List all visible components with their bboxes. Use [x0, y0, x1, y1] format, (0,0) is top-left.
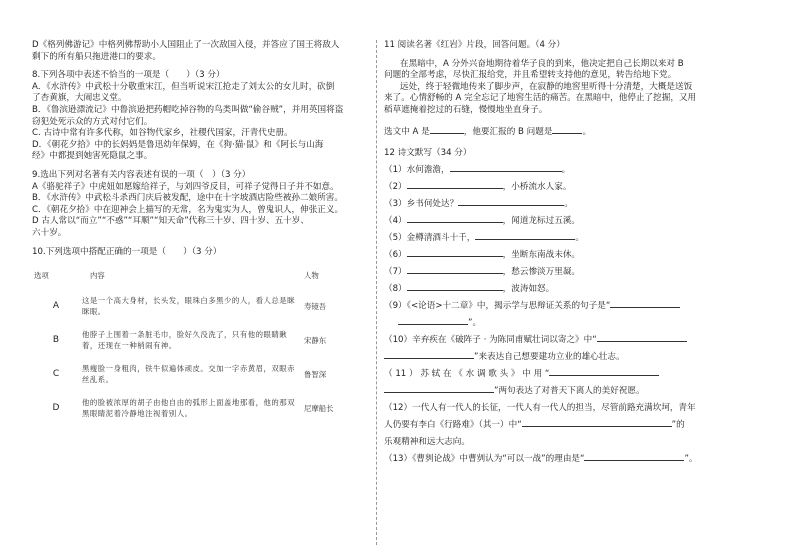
- q7-option-d-line2: 剩下的所有船只拖进港口的要求。: [32, 51, 161, 62]
- q12-line-2: [384, 179, 724, 196]
- q12-line-13-suffix: ”。: [684, 454, 698, 465]
- q10-header-content: 内容: [90, 271, 105, 281]
- q8-option-b-line1: B．《鲁滨逊漂流记》中鲁滨逊把药帽吃掉谷物的鸟类叫做“偷谷贼”，并用英国将盗: [32, 104, 344, 115]
- q12-line-13: [384, 451, 724, 468]
- q8-option-c: C. 古诗中常有许多代称，如谷物代家乡，社稷代国家，汗青代史册。: [32, 128, 293, 139]
- q12-line-7: [384, 264, 724, 281]
- q11-passage-line5: 稻草遮掩着挖过的石缝，慢慢地坐直身子。: [384, 104, 548, 115]
- q12-line-13-prefix: （13）《曹刿论战》中曹刿认为“可以一战”的理由是“: [384, 454, 585, 465]
- q12-line-4-suffix: ，闻道龙标过五溪。: [502, 216, 581, 227]
- q12-line-11b: [384, 383, 724, 400]
- q11-passage-line4: 来了。心情舒畅的 A 完全忘记了地窖生活的痛苦。在黑暗中，他停止了挖掘，又用: [384, 93, 697, 104]
- table-row: [32, 357, 370, 391]
- q12-line-3-suffix: 。: [564, 199, 573, 210]
- table-row: [32, 323, 370, 357]
- q12-line-12d: 乐观精神和远大志向。: [384, 437, 470, 448]
- q11-answer-suffix: 。: [582, 126, 592, 137]
- q12-blank-2[interactable]: [407, 179, 503, 189]
- q12-line-12b: [384, 417, 724, 434]
- q9-option-d-line2: 六十岁。: [32, 227, 67, 238]
- q12-line-9-prefix: （9）《<论语>十二章》中，揭示学与思辩证关系的句子是“: [384, 301, 611, 312]
- q12-line-11-prefix: （ 11 ） 苏 轼 在 《 水 调 歌 头 》 中 用 “: [384, 369, 550, 380]
- q9-option-c: C．《朝花夕拾》中在迎神会上描写的无常，名为鬼实为人，曾鬼识人，伸张正义。: [32, 204, 344, 215]
- table-row: [32, 289, 370, 323]
- q11-blank-b[interactable]: [552, 124, 582, 134]
- q7-option-d-line1: D《格列佛游记》中格列佛帮助小人国阻止了一次敌国入侵，并答应了国王将敌人: [32, 40, 340, 50]
- q11-passage-line2: 问题的全部考虑，尽快汇报给党，并且希望转支持他的意见，转告给地下党。: [384, 70, 677, 81]
- q12-blank-13[interactable]: [584, 451, 684, 461]
- q12-blank-5[interactable]: [475, 230, 575, 240]
- q10-row-option: B: [52, 334, 60, 345]
- q9-option-a: A《骆驼祥子》中虎妞如愿嫁给祥子，与刘四爷反目，可祥子觉得日子并不如意。: [32, 181, 339, 192]
- q12-line-11: [384, 366, 724, 383]
- q12-line-7-prefix: （7）: [384, 267, 407, 278]
- q8-option-b-line2: 窃犯处死示众的方式对付它们。: [32, 116, 153, 127]
- q12-line-5-suffix: 。: [575, 233, 585, 244]
- q8-option-d-line2: 经》中都提到她害死隐鼠之事。: [32, 151, 153, 162]
- q8-title: 8.下列各项中表述不恰当的一项是（ ）（3 分）: [32, 70, 225, 81]
- q11-passage-line3: 远处，终于轻微地传来了脚步声，在寂静的地窖里听得十分清楚，大概是送饭: [400, 81, 693, 92]
- q10-row-person: 尼摩船长: [304, 403, 334, 413]
- q12-blank-4[interactable]: [407, 213, 503, 223]
- q12-blank-11b[interactable]: [384, 383, 494, 393]
- q10-table: [32, 268, 370, 425]
- q10-row-option: D: [52, 402, 60, 413]
- q10-row-person: 宋静东: [304, 335, 327, 345]
- q12-line-8: [384, 281, 724, 298]
- q8-option-a-line1: A．《水浒传》中武松十分敬重宋江，但当听说宋江抢走了刘太公的女儿时，砍倒: [32, 81, 335, 92]
- q12-line-12-suffix: ”的: [671, 420, 685, 431]
- q12-line-11-suffix: ”两句表达了对普天下离人的美好祝愿。: [494, 386, 645, 397]
- q12-blank-11[interactable]: [549, 366, 659, 376]
- q12-blank-6[interactable]: [407, 247, 503, 257]
- q10-title: 10.下列选项中搭配正确的一项是（ ）（3 分）: [32, 246, 222, 257]
- q10-row-person: 鲁智深: [304, 369, 327, 379]
- q11-answer-prefix: 选文中 A 是: [384, 126, 430, 137]
- q12-blank-9b[interactable]: [398, 315, 468, 325]
- q12-line-5-prefix: （5）金樽清酒斗十千，: [384, 233, 476, 244]
- q12-line-3-prefix: （3）乡书何处达？: [384, 199, 459, 210]
- q12-line-9-suffix: ”。: [468, 318, 482, 329]
- table-row: [32, 391, 370, 425]
- q12-title: 12 诗文默写（34 分）: [384, 148, 472, 159]
- q9-option-d-line1: D 古人常以“而立”“不惑”“耳顺”“知天命”代称三十岁、四十岁、五十岁、: [32, 216, 309, 227]
- q10-row-content: 他的脸被浓厚的胡子由他自由的弧形上面盖地那看，他的那双黑眼睛泥着冷静地注视着别人。: [82, 398, 296, 419]
- q12-line-4-prefix: （4）: [384, 216, 407, 227]
- q12-line-1: [384, 162, 724, 179]
- right-column: [384, 40, 724, 468]
- q12-line-1-suffix: 。: [561, 165, 571, 176]
- q12-line-1-prefix: （1）水何澹澹，: [384, 165, 450, 176]
- q12-line-2-prefix: （2）: [384, 182, 407, 193]
- q12-line-12-prefix: 人仍要有李白《行路难》（其一）中“: [384, 420, 522, 431]
- q10-row-person: 寿镜吾: [304, 301, 327, 311]
- q10-header-option: 选项: [34, 271, 49, 281]
- q12-blank-9[interactable]: [610, 298, 680, 308]
- q12-line-12a: （12）一代人有一代人的长征，一代人有一代人的担当，尽管前路充满坎坷，青年: [384, 403, 696, 414]
- q9-title: 9.选出下列对名著有关内容表述有误的一项（ ）（3 分）: [32, 169, 251, 180]
- q10-header-row: [32, 268, 370, 289]
- q12-line-7-suffix: ，愁云惨淡万里凝。: [502, 267, 581, 278]
- q10-row-option: A: [52, 300, 60, 311]
- q12-line-3: [384, 196, 724, 213]
- q11-title: 11 阅读名著《红岩》片段，回答问题。（4 分）: [384, 40, 565, 50]
- q12-line-4: [384, 213, 724, 230]
- q11-answer-mid: ，他要汇报的 B 问题是: [463, 126, 553, 137]
- q12-line-6: [384, 247, 724, 264]
- q10-row-option: C: [52, 368, 60, 379]
- q10-row-content: 这是一个高大身材，长头发，眼珠白多黑少的人，看人总是眯眯眼。: [82, 296, 296, 317]
- q12-blank-1[interactable]: [450, 162, 562, 172]
- q10-row-content: 黑瘦脸一身粗肉，铁牛似遍体顽皮。交加一字赤黄眉，双眼赤丝乱系。: [82, 364, 296, 385]
- q8-option-a-line2: 了杏黄旗，大闹忠义堂。: [32, 93, 127, 104]
- q12-line-8-suffix: ，波涛如怒。: [502, 284, 555, 295]
- q12-section: [384, 145, 724, 468]
- q12-blank-8[interactable]: [407, 281, 503, 291]
- q12-line-6-prefix: （6）: [384, 250, 407, 261]
- q12-line-10b: [384, 349, 724, 366]
- q11-blank-a[interactable]: [430, 124, 464, 134]
- q12-line-8-prefix: （8）: [384, 284, 407, 295]
- q12-line-10-suffix: ”来表达自己想要建功立业的雄心壮志。: [474, 352, 625, 363]
- q10-row-content: 他脖子上围着一条脏毛巾，脸好久没洗了，只有他的眼睛瞅着，还现在一种梢闹有神。: [82, 330, 288, 351]
- q12-line-6-suffix: ，坐断东南战未休。: [502, 250, 581, 261]
- q9-option-b: B．《水浒传》中武松斗杀西门庆后被发配，途中在十字坡酒店险些被孙二娘所害。: [32, 193, 343, 204]
- q12-line-10: [384, 332, 724, 349]
- q10-header-person: 人物: [304, 271, 319, 281]
- q11-answer-line: [384, 124, 724, 139]
- q11-passage-line1: 在黑暗中，A 分外兴奋地期待着华子良的到来，他决定把自己长期以来对 B: [400, 58, 684, 69]
- q12-blank-12[interactable]: [522, 417, 672, 427]
- q12-blank-10b[interactable]: [384, 349, 474, 359]
- q12-blank-10[interactable]: [597, 332, 687, 342]
- left-column: [32, 40, 370, 425]
- q12-line-9b: [384, 315, 724, 332]
- q12-line-10-prefix: （10）辛弃疾在《破阵子 · 为陈同甫赋壮词以寄之》中“: [384, 335, 597, 346]
- q12-line-2-suffix: ，小桥流水人家。: [502, 182, 572, 193]
- q12-blank-3[interactable]: [458, 196, 564, 206]
- q12-line-9: [384, 298, 724, 315]
- q12-line-5: [384, 230, 724, 247]
- q8-option-d-line1: D．《朝花夕拾》中的长妈妈是鲁迅幼年保姆，在《狗·猫·鼠》和《阿长与山海: [32, 139, 324, 150]
- q12-blank-7[interactable]: [407, 264, 503, 274]
- column-divider: [376, 40, 377, 545]
